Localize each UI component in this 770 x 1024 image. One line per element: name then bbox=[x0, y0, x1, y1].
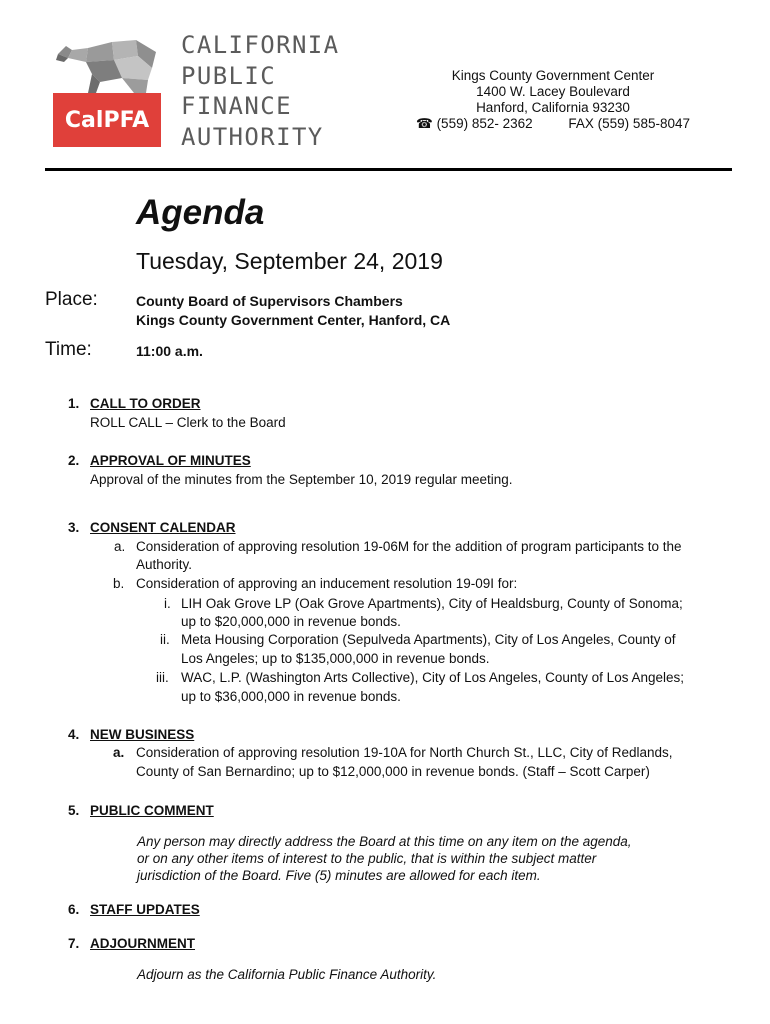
header-divider bbox=[45, 168, 732, 171]
place-line-1: County Board of Supervisors Chambers bbox=[136, 293, 403, 309]
public-comment-note: or on any other items of interest to the public, that is within the subject matter bbox=[137, 851, 597, 866]
item-heading: PUBLIC COMMENT bbox=[90, 803, 214, 818]
item-heading: STAFF UPDATES bbox=[90, 902, 200, 917]
item-number: 6. bbox=[68, 902, 80, 917]
subitem-text: up to $36,000,000 in revenue bonds. bbox=[181, 689, 401, 704]
subitem-marker: a. bbox=[114, 539, 126, 554]
item-number: 2. bbox=[68, 453, 80, 468]
subitem-marker: ii. bbox=[160, 632, 170, 647]
public-comment-note: Any person may directly address the Board at this time on any item on the agenda, bbox=[137, 834, 632, 849]
wordmark-line-3: FINANCE bbox=[181, 92, 292, 120]
item-heading: CONSENT CALENDAR bbox=[90, 520, 236, 535]
public-comment-note: jurisdiction of the Board. Five (5) minutes are allowed for each item. bbox=[137, 868, 541, 883]
place-line-2: Kings County Government Center, Hanford, CA bbox=[136, 312, 451, 328]
item-number: 5. bbox=[68, 803, 80, 818]
subitem-text: County of San Bernardino; up to $12,000,000 in revenue bonds. (Staff – Scott Carper) bbox=[136, 764, 650, 779]
calpfa-logo bbox=[52, 36, 162, 148]
subitem-text: WAC, L.P. (Washington Arts Collective), City of Los Angeles, County of Los Angeles; bbox=[181, 670, 684, 685]
subitem-marker: i. bbox=[164, 596, 171, 611]
subitem-text: Meta Housing Corporation (Sepulveda Apartments), City of Los Angeles, County of bbox=[181, 632, 676, 647]
subitem-text: Consideration of approving resolution 19-06M for the addition of program participants to the bbox=[136, 539, 682, 554]
item-description: Approval of the minutes from the September 10, 2019 regular meeting. bbox=[90, 472, 513, 487]
wordmark-line-2: PUBLIC bbox=[181, 61, 277, 90]
wordmark bbox=[181, 30, 340, 152]
subitem-text: Consideration of approving an inducement resolution 19-09I for: bbox=[136, 576, 518, 591]
contact-row bbox=[412, 116, 694, 132]
subitem-text: Consideration of approving resolution 19-10A for North Church St., LLC, City of Redlands, bbox=[136, 745, 673, 760]
place-value bbox=[136, 292, 450, 330]
item-heading: ADJOURNMENT bbox=[90, 936, 196, 951]
subitem-text: Los Angeles; up to $135,000,000 in revenue bonds. bbox=[181, 651, 490, 666]
item-number: 4. bbox=[68, 727, 80, 742]
subitem-text: Authority. bbox=[136, 557, 193, 572]
subitem-text: LIH Oak Grove LP (Oak Grove Apartments), City of Healdsburg, County of Sonoma; bbox=[181, 596, 683, 611]
adjourn-note: Adjourn as the California Public Finance Authority. bbox=[137, 967, 437, 982]
subitem-marker: b. bbox=[113, 576, 125, 591]
address-line-3: Hanford, California 93230 bbox=[476, 100, 630, 115]
fax-number: FAX (559) 585-8047 bbox=[568, 116, 690, 131]
time-label: Time: bbox=[45, 339, 92, 360]
calpfa-badge: CalPFA bbox=[53, 93, 161, 147]
item-description: ROLL CALL – Clerk to the Board bbox=[90, 415, 286, 430]
address-line-1: Kings County Government Center bbox=[451, 68, 655, 83]
item-heading: NEW BUSINESS bbox=[90, 727, 195, 742]
item-number: 7. bbox=[68, 936, 80, 951]
place-label: Place: bbox=[45, 289, 98, 310]
time-value: 11:00 a.m. bbox=[136, 343, 203, 359]
subitem-text: up to $20,000,000 in revenue bonds. bbox=[181, 614, 401, 629]
page-title: Agenda bbox=[136, 193, 265, 232]
phone-number: ☎ (559) 852- 2362 bbox=[416, 116, 533, 131]
item-number: 1. bbox=[68, 396, 80, 411]
bear-icon bbox=[52, 36, 162, 94]
item-heading: CALL TO ORDER bbox=[90, 396, 201, 411]
wordmark-line-4: AUTHORITY bbox=[181, 122, 324, 151]
meeting-date: Tuesday, September 24, 2019 bbox=[136, 248, 443, 274]
address-block bbox=[412, 68, 694, 132]
address-line-2: 1400 W. Lacey Boulevard bbox=[476, 84, 630, 99]
subitem-marker: a. bbox=[113, 745, 125, 760]
item-number: 3. bbox=[68, 520, 80, 535]
wordmark-line-1: CALIFORNIA bbox=[181, 31, 340, 59]
subitem-marker: iii. bbox=[156, 670, 169, 685]
item-heading: APPROVAL OF MINUTES bbox=[90, 453, 251, 468]
